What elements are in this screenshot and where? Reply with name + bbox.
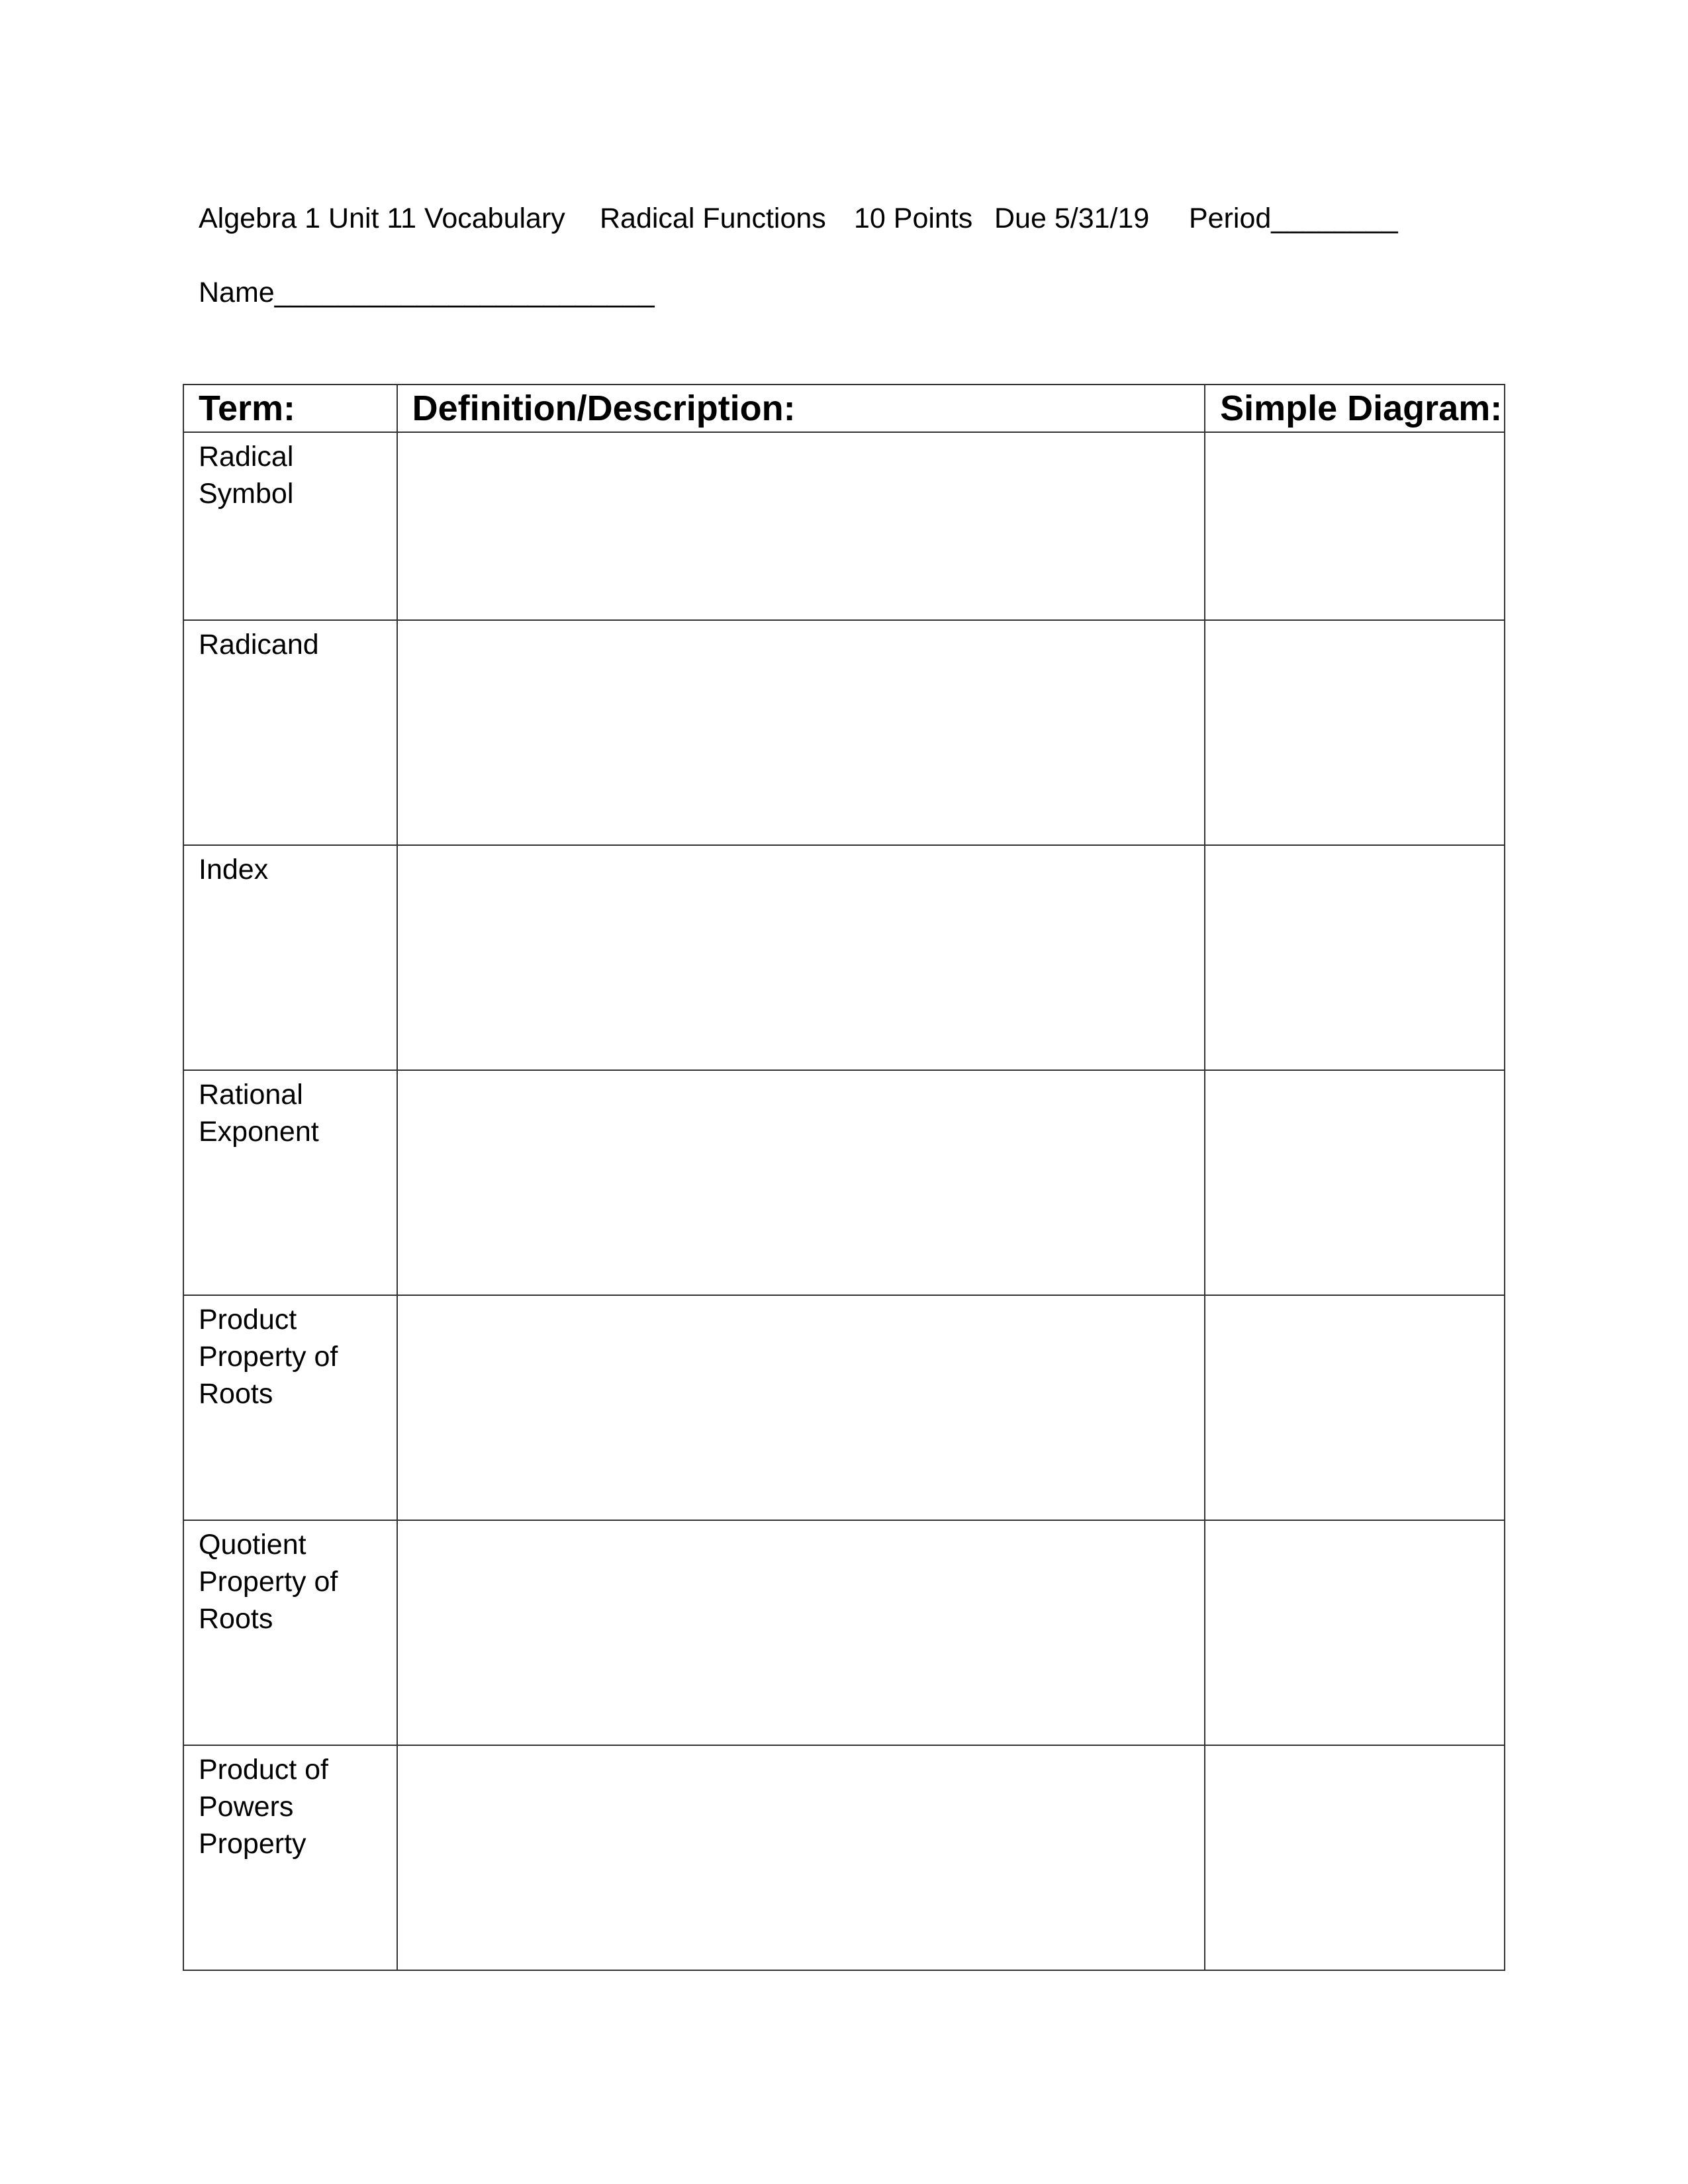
- table-row: [183, 1295, 1505, 1520]
- term-label: Radicand: [199, 629, 319, 660]
- column-header-definition: Definition/Description:: [397, 385, 1205, 432]
- term-cell: [183, 1070, 397, 1295]
- due-date: Due 5/31/19: [994, 203, 1150, 234]
- unit-topic: Radical Functions: [600, 203, 826, 234]
- table-row: [183, 1070, 1505, 1295]
- term-cell: [183, 845, 397, 1070]
- definition-cell[interactable]: [397, 1745, 1205, 1970]
- diagram-cell[interactable]: [1205, 620, 1505, 845]
- definition-cell[interactable]: [397, 1070, 1205, 1295]
- column-header-diagram: Simple Diagram:: [1205, 385, 1505, 432]
- term-label: Rational Exponent: [199, 1079, 319, 1148]
- diagram-cell[interactable]: [1205, 1295, 1505, 1520]
- period-field[interactable]: Period________: [1189, 203, 1398, 234]
- table-row: [183, 620, 1505, 845]
- table-row: [183, 432, 1505, 620]
- table-row: [183, 1520, 1505, 1745]
- diagram-cell[interactable]: [1205, 1070, 1505, 1295]
- column-header-term: Term:: [183, 385, 397, 432]
- term-label: Quotient Property of Roots: [199, 1529, 338, 1635]
- term-label: Index: [199, 854, 269, 886]
- definition-cell[interactable]: [397, 1295, 1205, 1520]
- definition-cell[interactable]: [397, 845, 1205, 1070]
- table-row: [183, 845, 1505, 1070]
- name-field[interactable]: Name________________________: [199, 277, 655, 308]
- term-cell: [183, 1520, 397, 1745]
- term-cell: [183, 620, 397, 845]
- vocabulary-table: [183, 384, 1505, 1971]
- points-label: 10 Points: [854, 203, 973, 234]
- definition-cell[interactable]: [397, 1520, 1205, 1745]
- table-header-row: [183, 385, 1505, 432]
- table-row: [183, 1745, 1505, 1970]
- diagram-cell[interactable]: [1205, 1520, 1505, 1745]
- term-cell: [183, 432, 397, 620]
- term-cell: [183, 1295, 397, 1520]
- term-label: Product Property of Roots: [199, 1304, 338, 1410]
- term-cell: [183, 1745, 397, 1970]
- diagram-cell[interactable]: [1205, 1745, 1505, 1970]
- diagram-cell[interactable]: [1205, 845, 1505, 1070]
- diagram-cell[interactable]: [1205, 432, 1505, 620]
- term-label: Product of Powers Property: [199, 1754, 328, 1860]
- course-title: Algebra 1 Unit 11 Vocabulary: [199, 203, 565, 234]
- term-label: Radical Symbol: [199, 441, 294, 510]
- definition-cell[interactable]: [397, 432, 1205, 620]
- definition-cell[interactable]: [397, 620, 1205, 845]
